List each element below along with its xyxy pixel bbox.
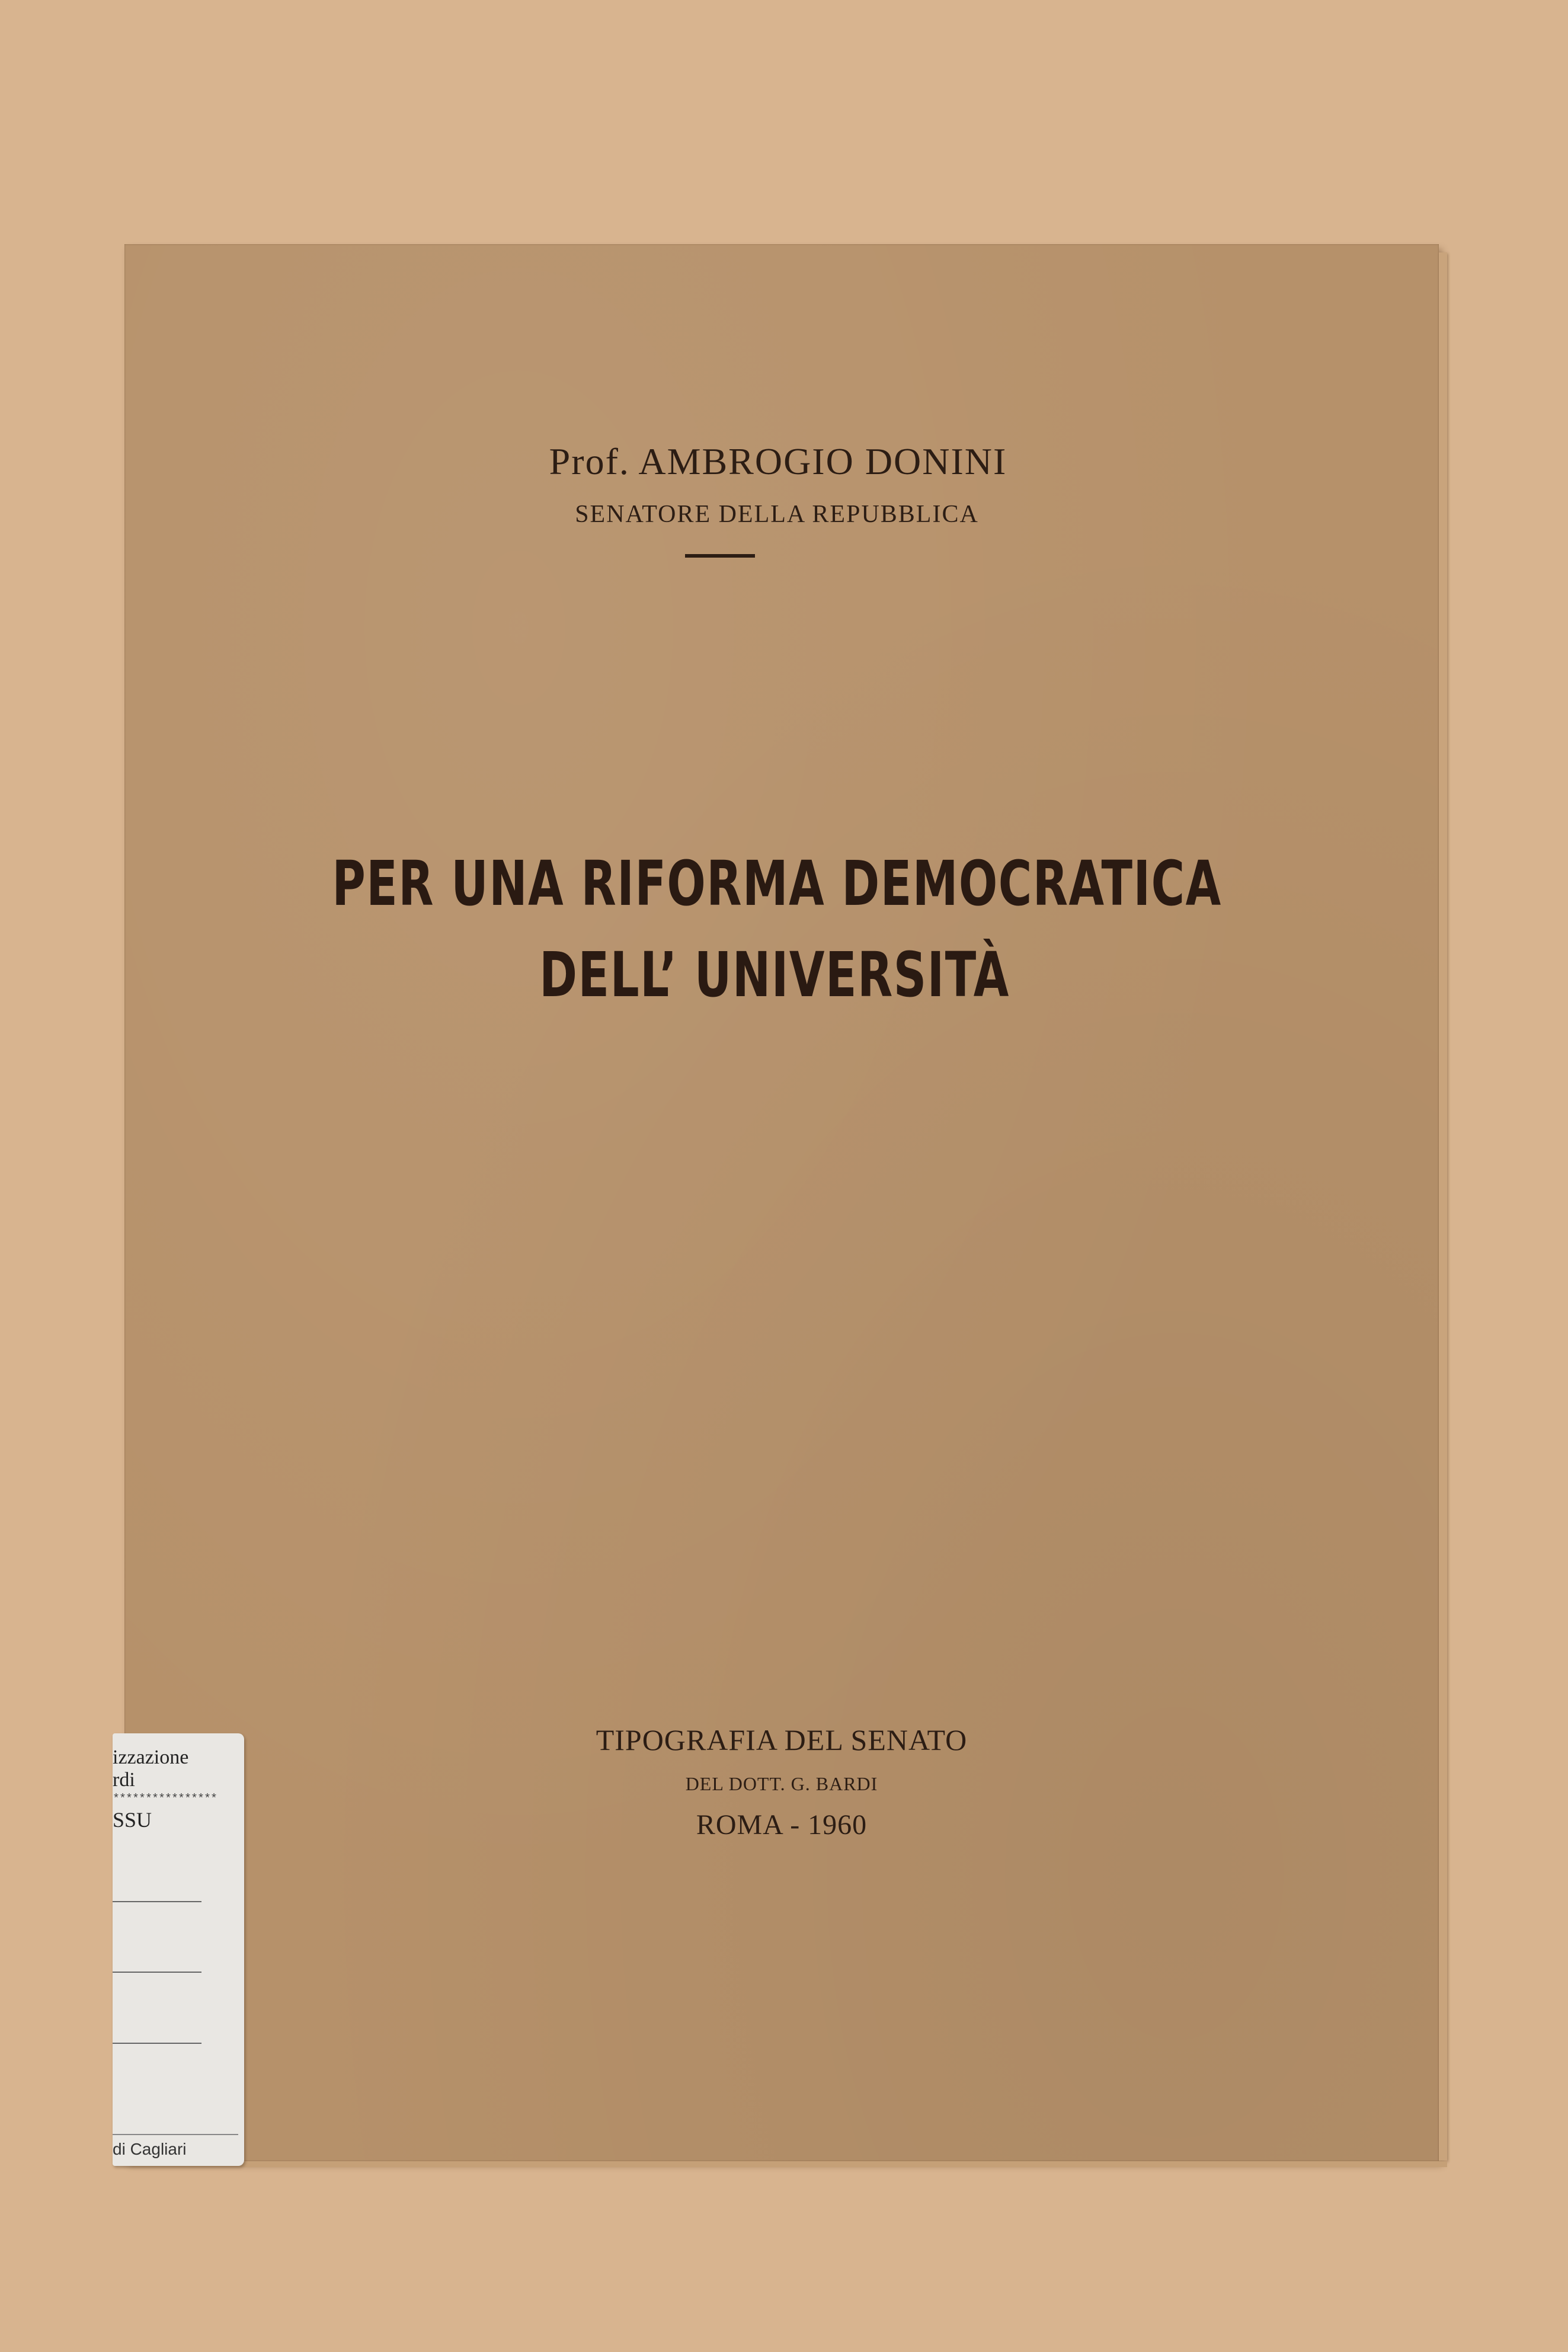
publisher-owner: DEL DOTT. G. BARDI [685,1773,878,1794]
author-name: Prof. AMBROGIO DONINI [549,440,1007,482]
library-label [113,1733,244,2166]
publisher-name: TIPOGRAFIA DEL SENATO [596,1723,968,1756]
cover-bottom-edge [133,2161,1447,2167]
label-rule [113,1901,201,1902]
label-text-2: rdi [113,1769,135,1791]
label-asterisks: **************** [113,1793,217,1806]
label-text-1: izzazione [113,1746,189,1768]
title-line-1: PER UNA RIFORMA DEMOCRATICA [332,847,1222,920]
cover-page-edge [1439,252,1447,2161]
title-line-2: DELL’ UNIVERSITÀ [539,939,1010,1011]
place-and-year: ROMA - 1960 [696,1809,868,1841]
label-rule [113,2043,201,2044]
label-text-3: SSU [113,1808,152,1832]
divider-rule [685,554,755,558]
author-role: SENATORE DELLA REPUBBLICA [575,501,979,528]
booklet-cover [124,244,1439,2161]
label-rule [113,1972,201,1973]
label-footer: di Cagliari [113,2134,238,2159]
